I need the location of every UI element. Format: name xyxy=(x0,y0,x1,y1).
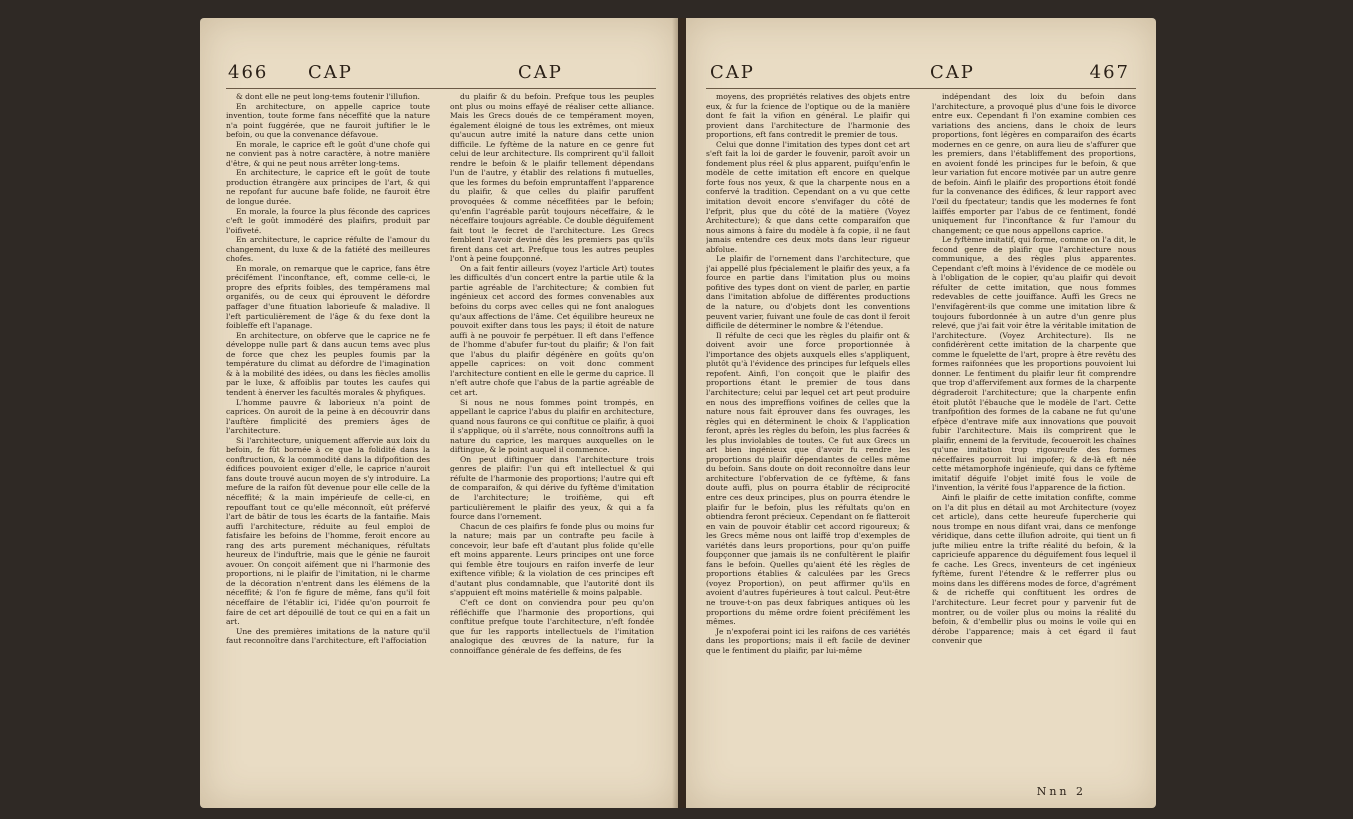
right-page-number: 467 xyxy=(1089,62,1130,83)
right-running-head-2: CAP xyxy=(930,62,975,83)
left-column-1 xyxy=(226,92,430,792)
paragraph: En architecture, on obferve que le caprice ne fe développe nulle part & dans aucun tems avec plus de force que chez les peuples foumis par la température du climat au défordre de l'imagination & à la mobilité des idées, ou dans les fiècles amollis par le luxe, & affoiblis par toutes les caufes qui tendent à énerver les facultés morales & phyfiques. xyxy=(226,330,430,397)
signature-mark: Nnn 2 xyxy=(1036,785,1086,798)
paragraph: Une des premières imitations de la nature qu'il faut reconnoître dans l'architecture, eft l'affociation xyxy=(226,626,430,646)
paragraph: Je n'expoferai point ici les raifons de ces variétés dans les proportions; mais il eft facile de deviner que le fentiment du plaifir, par lui-même xyxy=(706,626,910,655)
left-page xyxy=(200,18,678,808)
paragraph: En architecture, on appelle caprice toute invention, toute forme fans néceffité que la nature n'a point fuggérée, que ne fauroit juftifier le le befoin, ou que la convenance défavoue. xyxy=(226,101,430,140)
right-page xyxy=(686,18,1156,808)
right-header-rule xyxy=(706,88,1136,89)
left-running-head-1: CAP xyxy=(308,62,353,83)
paragraph: moyens, des propriétés relatives des objets entre eux, & fur la fcience de l'optique ou de la manière dont fe fait la vifion en général. Le plaifir qui provient dans l'architecture de l'harmonie des proportions, eft fans contredit le premier de tous. xyxy=(706,92,910,140)
paragraph: En morale, on remarque que le caprice, fans être précifément l'inconftance, eft, comme celle-ci, le propre des efprits foibles, des tempéramens mal organifés, ou de ceux qui éprouvent le défordre paffager d'une fituation laborieufe & maladive. Il l'eft particulièrement de l'âge & du fexe dont la foibleffe eft l'apanage. xyxy=(226,263,430,331)
paragraph: On a fait fentir ailleurs (voyez l'article Art) toutes les difficultés d'un concert entre la partie utile & la partie agréable de l'architecture; & combien fut ingénieux cet accord des formes convenables aux befoins du corps avec celles qui ne font analogues qu'aux affections de l'âme. Cet équilibre heureux ne pouvoit exifter dans tous les pays; il étoit de nature auffi à ne pouvoir fe perpétuer. Il eft dans l'effence de l'homme d'abufer fur-tout du plaifir; & l'on fait que l'abus du plaifir dégénère en goûts qu'on appelle caprices: on voit donc comment l'architecture contient en elle le germe du caprice. Il n'eft autre chofe que l'abus de la partie agréable de cet art. xyxy=(450,263,654,397)
paragraph: En morale, la fource la plus féconde des caprices c'eft le goût immodéré des plaifirs, produit par l'oifiveté. xyxy=(226,206,430,235)
paragraph: indépendant des loix du befoin dans l'architecture, a provoqué plus d'une fois le divorce entre eux. Cependant fi l'on examine combien ces variations des anciens, dans le choix de leurs proportions, font légères en comparaifon des écarts modernes en ce genre, on aura lieu de s'affurer que les premiers, dans l'établiffement des proportions, en avoient fondé les principes fur le befoin, & que leur variation fut encore motivée par un autre genre de befoin. Ainfi le plaifir des proportions étoit fondé fur la convenance des édifices, & leur rapport avec l'œil du fpectateur; tandis que les modernes fe font laiffés emporter par l'abus de ce fentiment, fondé uniquement fur l'inconftance & fur l'amour du changement; ce que nous appellons caprice. xyxy=(932,92,1136,235)
paragraph: Chacun de ces plaifirs fe fonde plus ou moins fur la nature; mais par un contrafte peu facile à concevoir, leur bafe eft d'autant plus folide qu'elle eft moins apparente. Leurs principes ont une force qui femble être toujours en raifon inverfe de leur exiftence vifible; & la violation de ces principes eft d'autant plus condamnable, que l'autorité dont ils s'appuient eft moins matérielle & moins palpable. xyxy=(450,521,654,598)
paragraph: En architecture, le caprice eft le goût de toute production étrangère aux principes de l'art, & qui ne repofant fur aucune bafe folide, ne fauroit être de longue durée. xyxy=(226,168,430,207)
paragraph: Ainfi le plaifir de cette imitation confifte, comme on l'a dit plus en détail au mot Architecture (voyez cet article), dans cette heureufe fupercherie qui nous trompe en nous difant vrai, dans ce menfonge véridique, dans cette illufion adroite, qui tient un fi jufte milieu entre la trifte réalité du befoin, & la capricieufe apparence du déguifement fous lequel il fe cache. Les Grecs, inventeurs de cet ingénieux fyftème, furent l'étendre & le refferrer plus ou moins dans les différens modes de force, d'agrément & de richeffe qui conftituent les ordres de l'architecture. Leur fecret pour y parvenir fut de montrer, ou de voiler plus ou moins la réalité du befoin, & d'embellir plus ou moins le voile qui en dérobe l'apparence; mais à cet égard il faut convenir que xyxy=(932,492,1136,646)
paragraph: On peut diftinguer dans l'architecture trois genres de plaifir: l'un qui eft intellectuel & qui réfulte de l'harmonie des proportions; l'autre qui eft de comparaifon, & qui dérive du fyftème d'imitation de l'architecture; le troifième, qui eft particulièrement le plaifir des yeux, & qui a fa fource dans l'ornement. xyxy=(450,454,654,522)
right-column-1 xyxy=(706,92,910,792)
paragraph: Si nous ne nous fommes point trompés, en appellant le caprice l'abus du plaifir en architecture, quand nous faurons ce qui conftitue ce plaifir, à quoi il s'applique, où il s'arrête, nous connoîtrons auffi la nature du caprice, les marques auxquelles on le diftingue, & le point auquel il commence. xyxy=(450,397,654,455)
paragraph: Il réfulte de ceci que les règles du plaifir ont & doivent avoir une force proportionnée à l'importance des objets auxquels elles s'appliquent, plutôt qu'à l'évidence des principes fur lefquels elles repofent. Ainfi, l'on conçoit que le plaifir des proportions étant le premier de tous dans l'architecture; celui par lequel cet art peut produire en nous des impreffions voifines de celles que la nature nous fait éprouver dans fes ouvrages, les règles qui en déterminent le choix & l'application feront, après les règles du befoin, les plus facrées & les plus inviolables de toutes. Ce fut aux Grecs un art bien ingénieux que d'avoir fu rendre les proportions du plaifir dépendantes de celles même du befoin. Sans doute on doit reconnoître dans leur architecture l'obfervation de ce fyftème, & fans doute auffi, plus on pourra établir de réciprocité entre ces deux principes, plus on pourra étendre le plaifir fur le befoin, plus les réfultats qu'on en obtiendra feront précieux. Cependant on fe flatteroit en vain de pouvoir établir cet accord rigoureux; & les Grecs même nous ont laiffé trop d'exemples de variétés dans leurs proportions, pour qu'on puiffe foupçonner que jamais ils ne confultèrent le plaifir fans le befoin. Quelles qu'aient été les règles de proportions établies & calculées par les Grecs (voyez Proportion), on peut affirmer qu'ils en avoient d'autres fupérieures à tout calcul. Peut-être ne trouve-t-on pas deux fabriques antiques où les proportions du même ordre foient précifément les mêmes. xyxy=(706,330,910,627)
left-header-rule xyxy=(226,88,656,89)
left-page-header xyxy=(200,62,678,86)
paragraph: En morale, le caprice eft le goût d'une chofe qui ne convient pas à notre caractère, à notre manière d'être, & qui ne peut nous arrêter long-tems. xyxy=(226,139,430,168)
left-column-2 xyxy=(450,92,654,792)
paragraph: C'eft ce dont on conviendra pour peu qu'on réfléchiffe que l'harmonie des proportions, qui conftitue prefque toute l'architecture, n'eft fondée que fur les rapports intellectuels de l'imitation analogique des œuvres de la nature, fur la connoiffance générale de fes deffeins, de fes xyxy=(450,597,654,655)
paragraph: & dont elle ne peut long-tems foutenir l'illufion. xyxy=(236,92,420,101)
paragraph: Si l'architecture, uniquement affervie aux loix du befoin, fe fût bornée à ce que la folidité dans la conftruction, & la commodité dans la difpofition des édifices pouvoient exiger d'elle, le caprice n'auroit fans doute trouvé aucun moyen de s'y introduire. La mefure de la raifon fût devenue pour elle celle de la néceffité; & la main impérieufe de celle-ci, en repouffant tout ce qu'elle méconnoît, eût préfervé l'art de bâtir de tous les écarts de la fantaifie. Mais auffi l'architecture, réduite au feul emploi de fatisfaire les befoins de l'homme, feroit encore au rang des arts purement méchaniques, réfultats heureux de l'induftrie, mais que le génie ne fauroit avouer. On conçoit aifément que ni l'harmonie des proportions, ni le plaifir de l'imitation, ni le charme de la décoration n'entrent dans les élémens de la néceffité; & l'on fe figure de même, fans qu'il foit néceffaire de l'établir ici, l'idée qu'on pourroit fe faire de cet art dépouillé de tout ce qui en a fait un art. xyxy=(226,435,430,627)
left-running-head-2: CAP xyxy=(518,62,563,83)
paragraph: L'homme pauvre & laborieux n'a point de caprices. On auroit de la peine à en découvrir dans l'auftère fimplicité des premiers âges de l'architecture. xyxy=(226,397,430,436)
paragraph: du plaifir & du befoin. Prefque tous les peuples ont plus ou moins effayé de réaliser cette alliance. Mais les Grecs doués de ce tempérament moyen, également éloigné de tous les extrêmes, ont mieux qu'aucun autre imité la nature dans cette union difficile. Le fyftème de la nature en ce genre fut celui de leur architecture. Ils comprirent qu'il falloit rendre le befoin & le plaifir tellement dépendans l'un de l'autre, y établir des relations fi mutuelles, que les formes du befoin empruntaffent l'apparence du plaifir, & que celles du plaifir paruffent provoquées & comme néceffitées par le befoin; qu'enfin l'agréable parût toujours néceffaire, & le néceffaire toujours agréable. Ce double déguifement fait tout le fecret de l'architecture. Les Grecs femblent l'avoir deviné dès les premiers pas qu'ils firent dans cet art. Prefque tous les autres peuples l'ont à peine foupçonné. xyxy=(450,92,654,264)
paragraph: Celui que donne l'imitation des types dont cet art s'eft fait la loi de garder le fouvenir, paroît avoir un fondement plus réel & plus apparent, puifqu'enfin le modèle de cette imitation eft encore en quelque forte fous nos yeux, & que la charpente nous en a confervé la tradition. Cependant on a vu que cette imitation devoit encore s'envifager du côté de l'efprit, plus que du côté de la matière (Voyez Architecture); & que dans cette comparaifon que nous aimons à faire du modèle à fa copie, il ne faut jamais entendre ces deux mots dans leur rigueur abfolue. xyxy=(706,139,910,254)
right-page-header xyxy=(686,62,1156,86)
left-page-number: 466 xyxy=(228,62,269,83)
paragraph: En architecture, le caprice réfulte de l'amour du changement, du luxe & de la fatiété des meilleures chofes. xyxy=(226,235,430,264)
paragraph: Le fyftème imitatif, qui forme, comme on l'a dit, le fecond genre de plaifir que l'architecture nous communique, a des règles plus apparentes. Cependant c'eft moins à l'évidence de ce modèle ou à l'obligation de le copier, qu'au plaifir qui devoit réfulter de cette imitation, que nous fommes redevables de cette jouiffance. Auffi les Grecs ne l'envifagèrent-ils que comme une imitation libre & toujours fubordonnée à un autre d'un genre plus relevé, que j'ai fait voir être la véritable imitation de l'architecture. (Voyez Architecture). Ils ne confidérèrent cette imitation de la charpente que comme le fquelette de l'art, propre à être revêtu des formes raifonnées que les proportions pouvoient lui donner. Le fentiment du plaifir leur fit comprendre que trop d'affervifement aux formes de la charpente dégraderoit l'architecture; que la charpente enfin étoit plutôt l'ébauche que le modèle de l'art. Cette tranfpofition des formes de la cabane ne fut qu'une efpèce d'entrave mife aux innovations que pouvoit fubir l'architecture. Mais ils comprirent que le plaifir, ennemi de la fervitude, fecoueroit les chaînes qu'une imitation trop rigoureufe des formes néceffaires pourroit lui impofer; & de-là eft née cette métamorphofe ingénieufe, qui dans ce fyftème imitatif déguife l'objet imité fous le voile de l'invention, la vérité fous l'apparence de la fiction. xyxy=(932,235,1136,493)
right-running-head-1: CAP xyxy=(710,62,755,83)
paragraph: Le plaifir de l'ornement dans l'architecture, que j'ai appellé plus fpécialement le plaifir des yeux, a fa fource en partie dans l'imitation plus ou moins pofitive des types dont on vient de parler, en partie dans l'imitation abfolue de différentes productions de la nature, ou d'objets dont les conventions peuvent varier, fuivant une foule de cas dont il feroit difficile de déterminer le nombre & l'étendue. xyxy=(706,254,910,331)
right-column-2 xyxy=(932,92,1136,792)
